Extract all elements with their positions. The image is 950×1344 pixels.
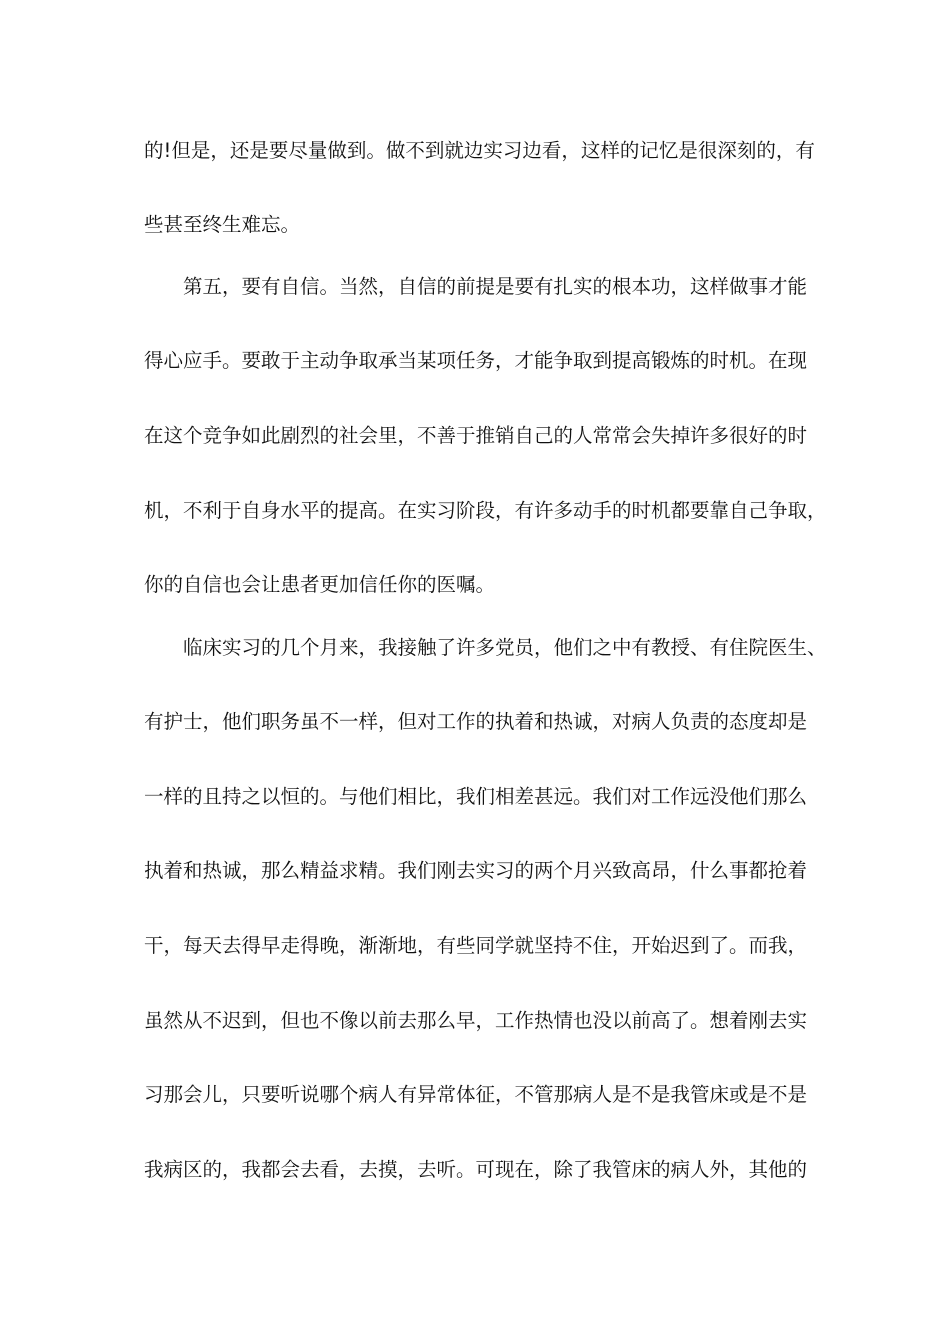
text-line-5: 在这个竞争如此剧烈的社会里，不善于推销自己的人常常会失掉许多很好的时: [144, 424, 808, 447]
text-line-4: 得心应手。要敢于主动争取承当某项任务，才能争取到提高锻炼的时机。在现: [144, 349, 808, 372]
text-line-13: 虽然从不迟到，但也不像以前去那么早，工作热情也没以前高了。想着刚去实: [144, 1009, 808, 1032]
text-line-12: 干，每天去得早走得晚，渐渐地，有些同学就坚持不住，开始迟到了。而我，: [144, 934, 808, 957]
text-line-9: 有护士，他们职务虽不一样，但对工作的执着和热诚，对病人负责的态度却是: [144, 710, 808, 733]
text-line-1: 的!但是，还是要尽量做到。做不到就边实习边看，这样的记忆是很深刻的，有: [144, 139, 815, 162]
text-line-14: 习那会儿，只要听说哪个病人有异常体征，不管那病人是不是我管床或是不是: [144, 1083, 808, 1106]
text-line-11: 执着和热诚，那么精益求精。我们刚去实习的两个月兴致高昂，什么事都抢着: [144, 859, 808, 882]
text-line-15: 我病区的，我都会去看，去摸，去听。可现在，除了我管床的病人外，其他的: [144, 1158, 808, 1181]
text-line-10: 一样的且持之以恒的。与他们相比，我们相差甚远。我们对工作远没他们那么: [144, 785, 808, 808]
text-line-2: 些甚至终生难忘。: [144, 213, 301, 236]
text-line-6: 机，不利于自身水平的提高。在实习阶段，有许多动手的时机都要靠自己争取，: [144, 499, 827, 522]
paragraph-start-line-3: 第五，要有自信。当然，自信的前提是要有扎实的根本功，这样做事才能: [183, 275, 808, 298]
text-line-7: 你的自信也会让患者更加信任你的医嘱。: [144, 573, 496, 596]
paragraph-start-line-8: 临床实习的几个月来，我接触了许多党员，他们之中有教授、有住院医生、: [183, 636, 827, 659]
